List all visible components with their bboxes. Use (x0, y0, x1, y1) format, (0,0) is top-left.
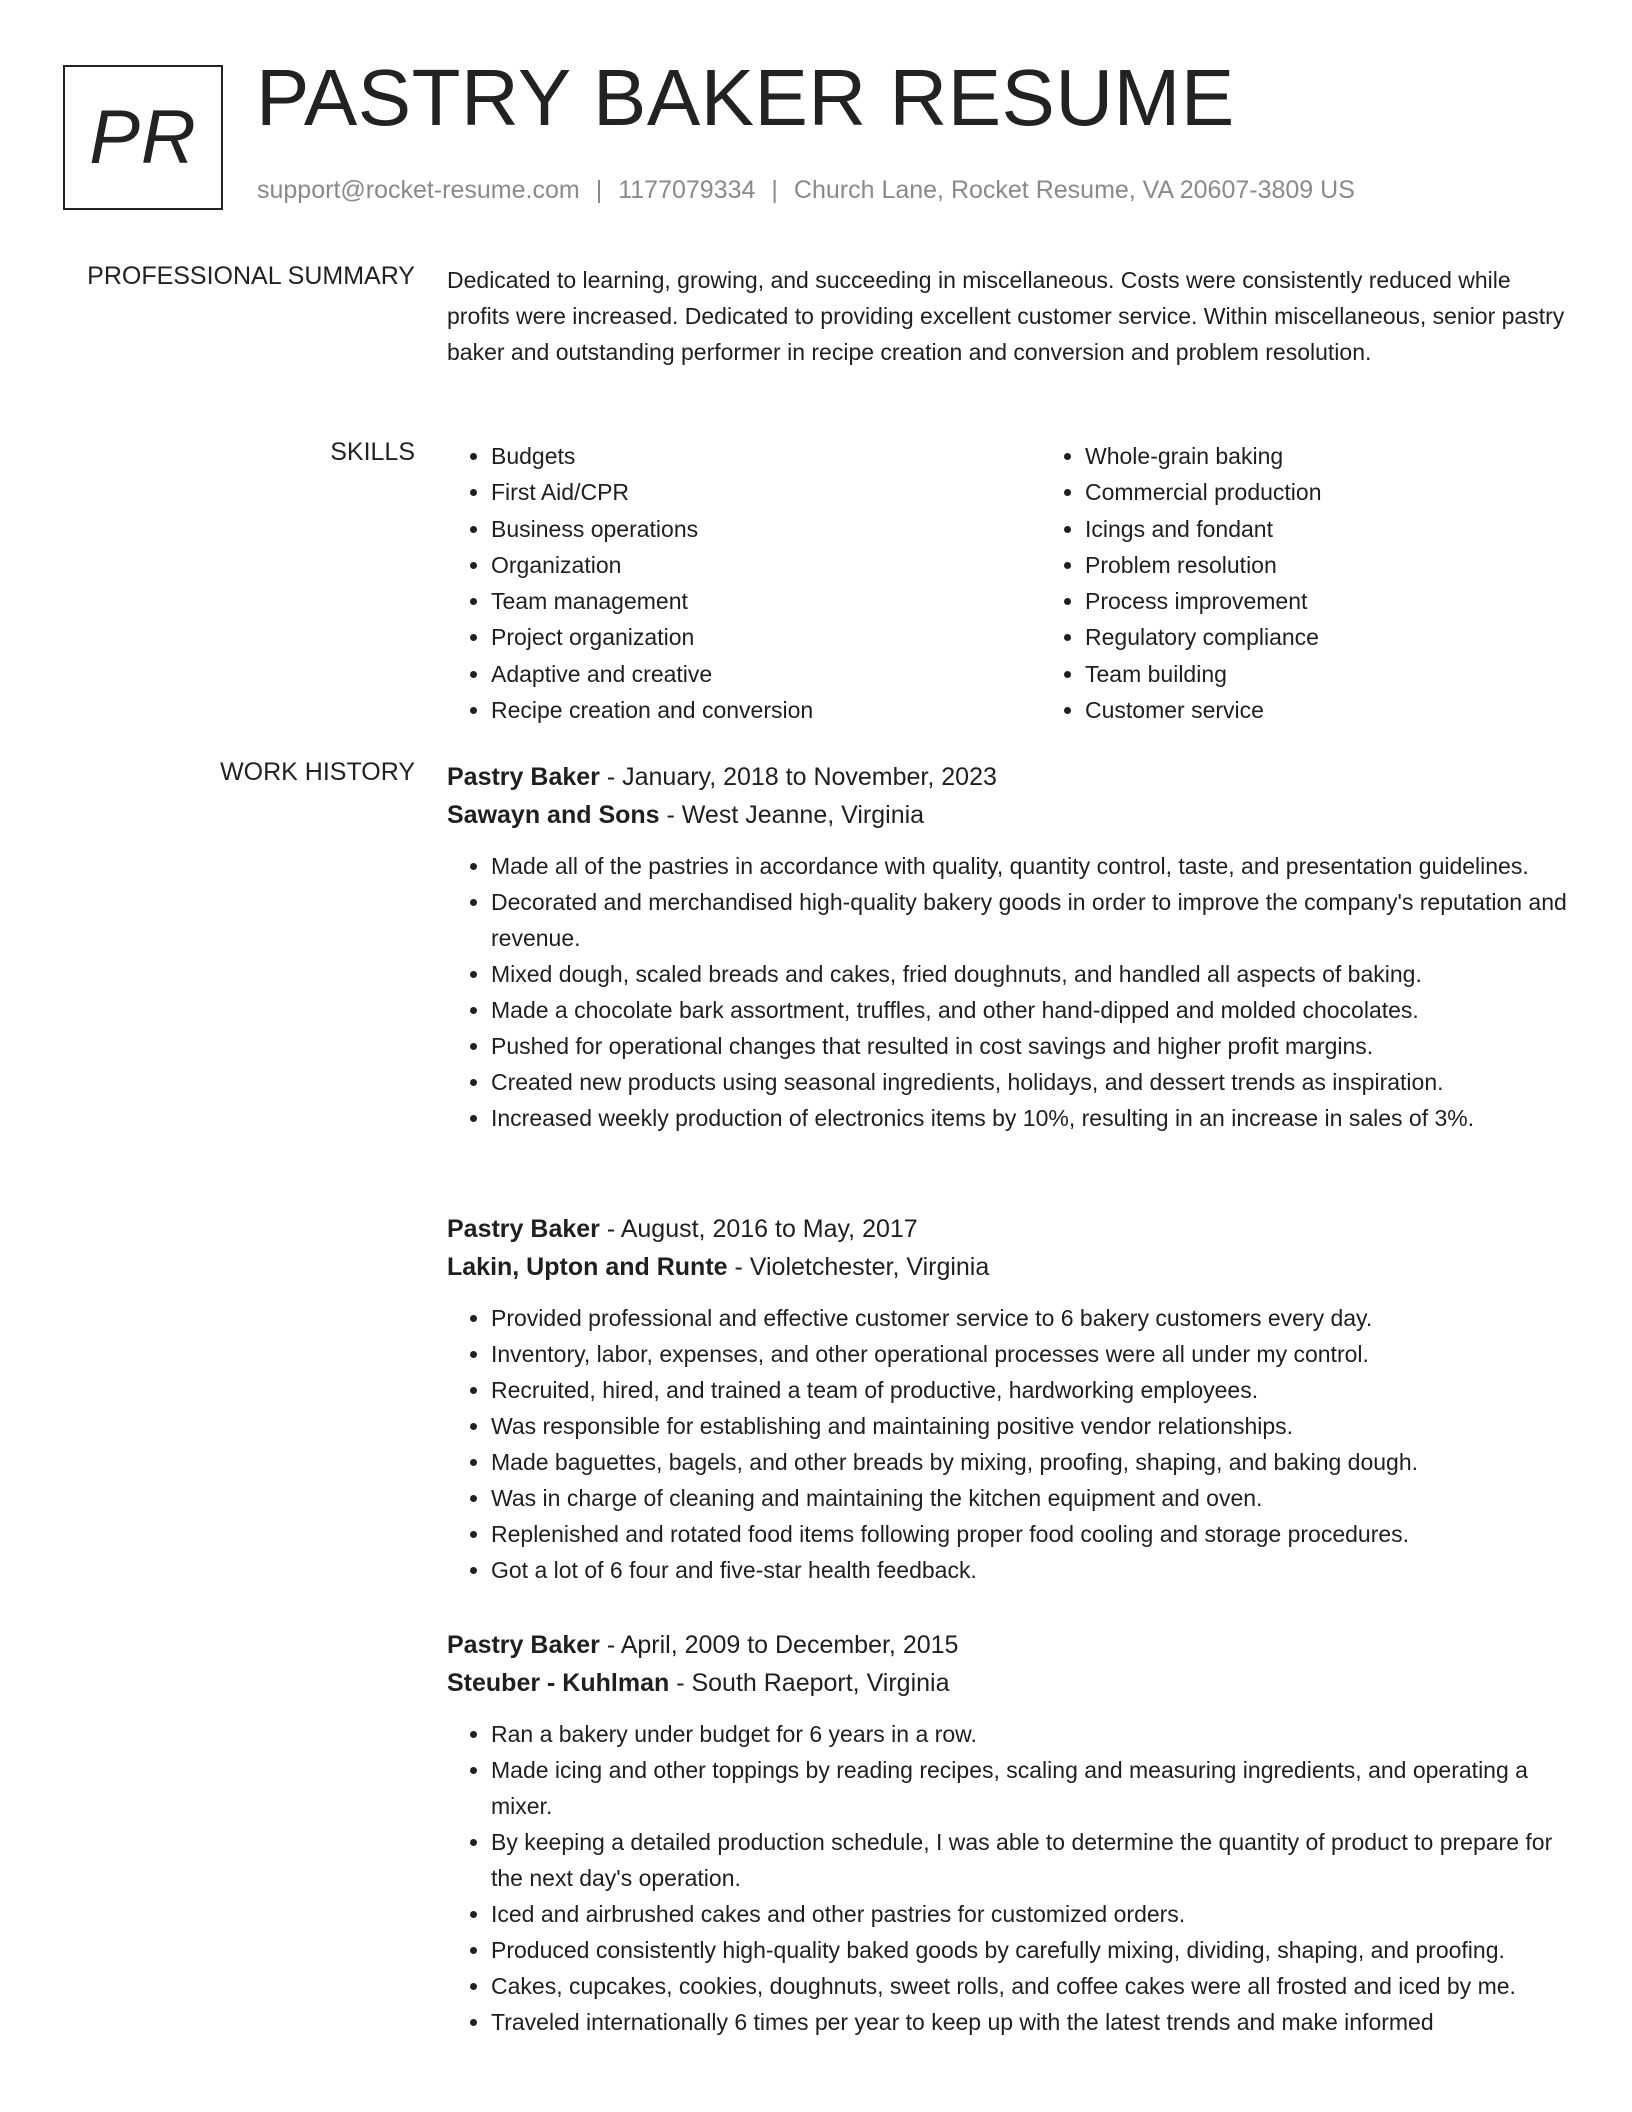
skill-item: • Process improvement (1085, 583, 1565, 619)
contact-separator: | (771, 176, 778, 204)
job-company-line (447, 1664, 1567, 1702)
job-entry (447, 1210, 1567, 1588)
contact-phone[interactable]: 1177079334 (618, 176, 756, 204)
resume-title: PASTRY BAKER RESUME (256, 53, 1235, 142)
duty-item: • Made all of the pastries in accordance with quality, quantity control, taste, and presentation guidelines. (491, 848, 1567, 884)
duty-item: • Decorated and merchandised high-quality bakery goods in order to improve the company's reputation and revenue. (491, 884, 1567, 956)
duty-item: • Made icing and other toppings by reading recipes, scaling and measuring ingredients, and operating a mixer. (491, 1752, 1567, 1824)
job-duties-list (447, 1716, 1567, 2040)
duty-item: • Mixed dough, scaled breads and cakes, fried doughnuts, and handled all aspects of baking. (491, 956, 1567, 992)
job-location: - West Jeanne, Virginia (659, 801, 925, 829)
skill-item: • Team management (491, 583, 1041, 619)
skill-item: • Whole-grain baking (1085, 438, 1565, 474)
monogram-initials: PR (89, 95, 197, 180)
duty-item: • Iced and airbrushed cakes and other pastries for customized orders. (491, 1896, 1567, 1932)
summary-heading: PROFESSIONAL SUMMARY (87, 262, 415, 290)
job-title-line (447, 1210, 1567, 1248)
job-company: Sawayn and Sons (447, 801, 660, 829)
skills-list-left (447, 438, 1041, 728)
job-dates: - August, 2016 to May, 2017 (599, 1215, 918, 1243)
monogram-logo (63, 65, 223, 210)
skill-item: • Organization (491, 547, 1041, 583)
duty-item: • Got a lot of 6 four and five-star health feedback. (491, 1552, 1567, 1588)
job-entry (447, 758, 1567, 1136)
duty-item: • Made baguettes, bagels, and other breads by mixing, proofing, shaping, and baking dough. (491, 1444, 1567, 1480)
duty-item: • Ran a bakery under budget for 6 years in a row. (491, 1716, 1567, 1752)
skill-item: • Regulatory compliance (1085, 619, 1565, 655)
duty-item: • Increased weekly production of electronics items by 10%, resulting in an increase in sales of 3%. (491, 1100, 1567, 1136)
job-title: Pastry Baker (447, 1631, 600, 1659)
job-duties-list (447, 848, 1567, 1136)
summary-text: Dedicated to learning, growing, and succeeding in miscellaneous. Costs were consistently reduced while profits were increased. Dedicated to providing excellent customer service. Within miscellaneous, senior pastry baker and outstanding performer in recipe creation and conversion and problem resolution. (447, 267, 1565, 365)
contact-separator: | (595, 176, 603, 204)
duty-item: • Recruited, hired, and trained a team of productive, hardworking employees. (491, 1372, 1567, 1408)
duty-item: • Pushed for operational changes that resulted in cost savings and higher profit margins. (491, 1028, 1567, 1064)
job-location: - South Raeport, Virginia (669, 1669, 950, 1697)
job-company-line (447, 796, 1567, 834)
skill-item: • Adaptive and creative (491, 656, 1041, 692)
contact-address: Church Lane, Rocket Resume, VA 20607-3809 US (793, 176, 1355, 204)
skill-item: • Problem resolution (1085, 547, 1565, 583)
duty-item: • Inventory, labor, expenses, and other operational processes were all under my control. (491, 1336, 1567, 1372)
job-location: - Violetchester, Virginia (727, 1253, 990, 1281)
job-company: Lakin, Upton and Runte (447, 1253, 728, 1281)
duty-item: • Produced consistently high-quality baked goods by carefully mixing, dividing, shaping, and proofing. (491, 1932, 1567, 1968)
skill-item: • Business operations (491, 511, 1041, 547)
skill-item: • Project organization (491, 619, 1041, 655)
job-entry (447, 1626, 1567, 2040)
duty-item: • Made a chocolate bark assortment, truffles, and other hand-dipped and molded chocolates. (491, 992, 1567, 1028)
job-title: Pastry Baker (447, 1215, 600, 1243)
duty-item: • Traveled internationally 6 times per year to keep up with the latest trends and make informed (491, 2004, 1567, 2040)
contact-line (257, 176, 1355, 205)
job-company-line (447, 1248, 1567, 1286)
job-dates: - April, 2009 to December, 2015 (599, 1631, 959, 1659)
skill-item: • Recipe creation and conversion (491, 692, 1041, 728)
duty-item: • Was responsible for establishing and maintaining positive vendor relationships. (491, 1408, 1567, 1444)
job-dates: - January, 2018 to November, 2023 (599, 763, 997, 791)
job-title-line (447, 1626, 1567, 1664)
job-duties-list (447, 1300, 1567, 1588)
contact-email[interactable]: support@rocket-resume.com (257, 176, 580, 204)
duty-item: • Was in charge of cleaning and maintaining the kitchen equipment and oven. (491, 1480, 1567, 1516)
duty-item: • Provided professional and effective customer service to 6 bakery customers every day. (491, 1300, 1567, 1336)
job-title-line (447, 758, 1567, 796)
skill-item: • Budgets (491, 438, 1041, 474)
job-title: Pastry Baker (447, 763, 600, 791)
work-history-heading: WORK HISTORY (220, 758, 415, 786)
duty-item: • Cakes, cupcakes, cookies, doughnuts, sweet rolls, and coffee cakes were all frosted and iced by me. (491, 1968, 1567, 2004)
skill-item: • First Aid/CPR (491, 474, 1041, 510)
skill-item: • Customer service (1085, 692, 1565, 728)
skill-item: • Icings and fondant (1085, 511, 1565, 547)
skill-item: • Commercial production (1085, 474, 1565, 510)
job-company: Steuber - Kuhlman (447, 1669, 670, 1697)
skills-heading: SKILLS (330, 438, 415, 466)
skills-list-right (1041, 438, 1565, 728)
duty-item: • Created new products using seasonal ingredients, holidays, and dessert trends as inspiration. (491, 1064, 1567, 1100)
skill-item: • Team building (1085, 656, 1565, 692)
summary-body (447, 262, 1567, 370)
duty-item: • Replenished and rotated food items following proper food cooling and storage procedures. (491, 1516, 1567, 1552)
duty-item: • By keeping a detailed production schedule, I was able to determine the quantity of product to prepare for the next day's operation. (491, 1824, 1567, 1896)
skills-body (447, 438, 1567, 728)
